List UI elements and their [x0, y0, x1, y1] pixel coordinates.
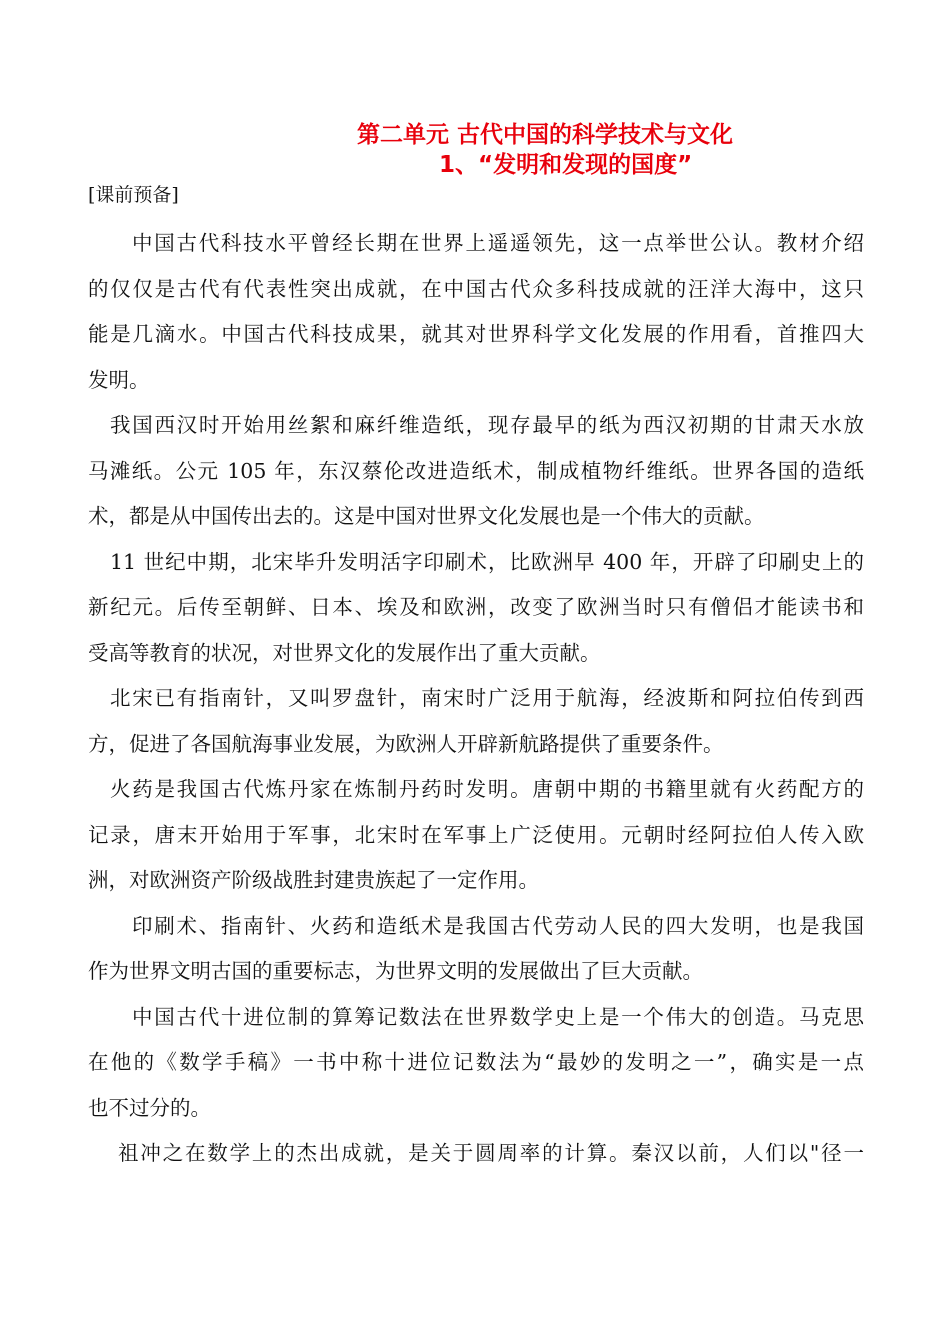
- text-line: 新纪元。后传至朝鲜、日本、埃及和欧洲，改变了欧洲当时只有僧侣才能读书和: [88, 595, 864, 619]
- text-line: 洲，对欧洲资产阶级战胜封建贵族起了一定作用。: [88, 868, 539, 892]
- title-block: [0, 120, 950, 180]
- text-line: 中国古代科技水平曾经长期在世界上遥遥领先，这一点举世公认。教材介绍: [132, 231, 864, 255]
- text-line: 北宋已有指南针，又叫罗盘针，南宋时广泛用于航海，经波斯和阿拉伯传到西: [110, 686, 864, 710]
- paragraph-four-inventions: [88, 904, 864, 995]
- text-line: 祖冲之在数学上的杰出成就，是关于圆周率的计算。秦汉以前，人们以"径一: [118, 1141, 864, 1165]
- text-line: 中国古代十进位制的算筹记数法在世界数学史上是一个伟大的创造。马克思: [132, 1004, 864, 1029]
- text-line: 11 世纪中期，北宋毕升发明活字印刷术，比欧洲早 400 年，开辟了印刷史上的: [110, 549, 864, 574]
- paragraph-intro: [88, 221, 864, 403]
- text-line: 印刷术、指南针、火药和造纸术是我国古代劳动人民的四大发明，也是我国: [132, 913, 864, 938]
- unit-title: 第二单元 古代中国的科学技术与文化: [357, 122, 734, 148]
- text-line: 发明。: [88, 367, 150, 392]
- text-line: 受高等教育的状况，对世界文化的发展作出了重大贡献。: [88, 640, 601, 665]
- text-line: 我国西汉时开始用丝絮和麻纤维造纸，现存最早的纸为西汉初期的甘肃天水放: [110, 413, 864, 437]
- paragraph-printing: [88, 540, 864, 677]
- body-text: [88, 221, 864, 1177]
- paragraph-papermaking: [88, 403, 864, 540]
- text-line: 在他的《数学手稿》一书中称十进位记数法为“最妙的发明之一”，确实是一点: [88, 1050, 864, 1074]
- text-line: 作为世界文明古国的重要标志，为世界文明的发展做出了巨大贡献。: [88, 959, 703, 983]
- section-label: [课前预备]: [88, 184, 179, 206]
- text-line: 方，促进了各国航海事业发展，为欧洲人开辟新航路提供了重要条件。: [88, 731, 724, 756]
- text-line: 马滩纸。公元 105 年，东汉蔡伦改进造纸术，制成植物纤维纸。世界各国的造纸: [88, 458, 864, 483]
- lesson-title: 1、“发明和发现的国度”: [439, 152, 693, 178]
- text-line: 的仅仅是古代有代表性突出成就，在中国古代众多科技成就的汪洋大海中，这只: [88, 276, 864, 301]
- text-line: 术，都是从中国传出去的。这是中国对世界文化发展也是一个伟大的贡献。: [88, 504, 765, 528]
- text-line: 记录，唐末开始用于军事，北宋时在军事上广泛使用。元朝时经阿拉伯人传入欧: [88, 822, 864, 847]
- paragraph-compass: [88, 676, 864, 767]
- paragraph-decimal-system: [88, 995, 864, 1132]
- paragraph-gunpowder: [88, 767, 864, 904]
- text-line: 能是几滴水。中国古代科技成果，就其对世界科学文化发展的作用看，首推四大: [88, 322, 864, 346]
- paragraph-zu-chongzhi: [88, 1131, 864, 1177]
- text-line: 火药是我国古代炼丹家在炼制丹药时发明。唐朝中期的书籍里就有火药配方的: [110, 777, 864, 801]
- text-line: 也不过分的。: [88, 1095, 211, 1120]
